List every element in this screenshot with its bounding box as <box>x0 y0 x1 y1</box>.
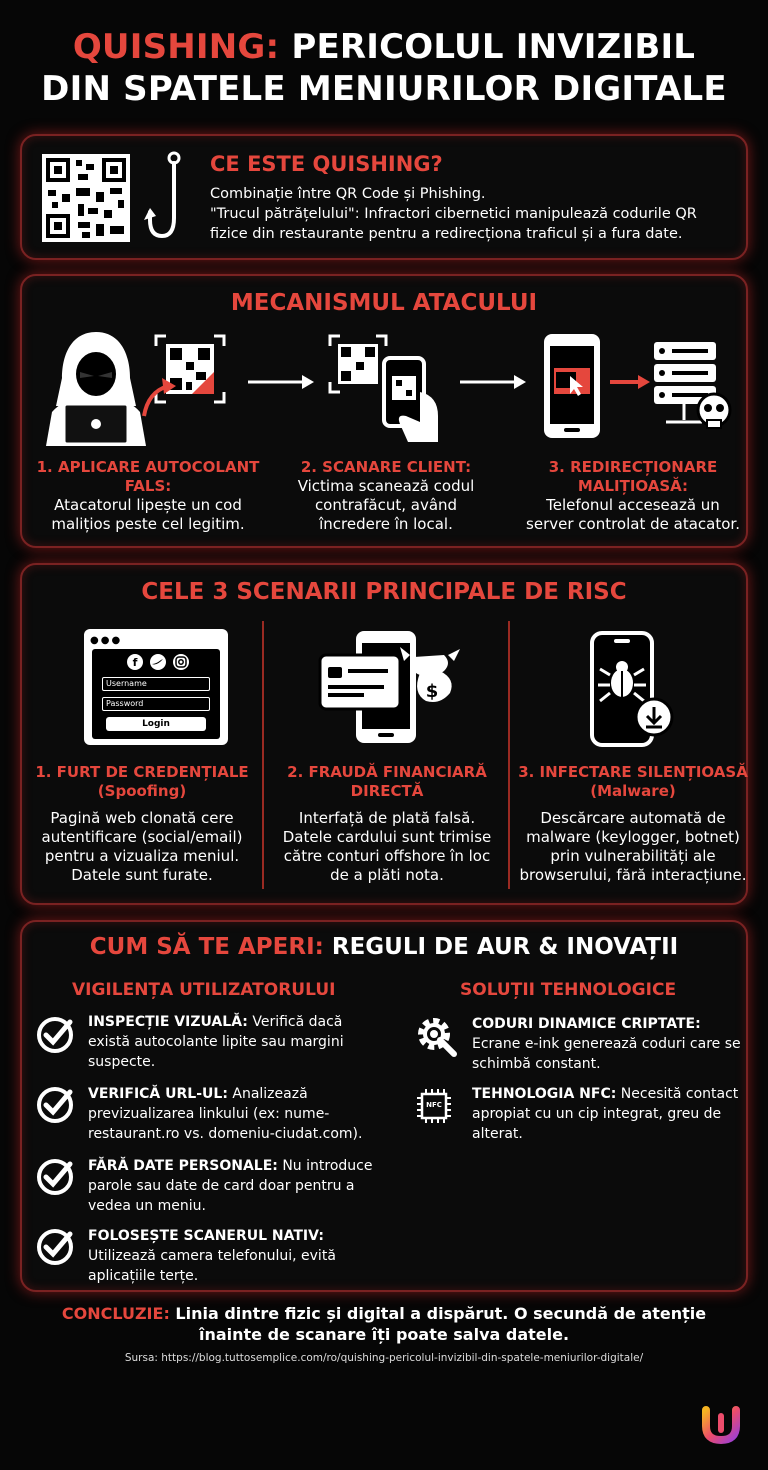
hacker-icon <box>42 328 150 446</box>
tech-item-2-text: Necesită contact apropiat cu un cip integrat, greu de alterat. <box>472 1086 739 1142</box>
check-icon <box>36 1158 74 1196</box>
divider <box>508 621 510 889</box>
nfc-chip-label: NFC <box>426 1101 442 1109</box>
step-2-title: 2. SCANARE CLIENT: <box>300 458 472 476</box>
arrow-right-icon <box>248 374 314 390</box>
user-item-4-title: FOLOSEȘTE SCANERUL NATIV: <box>88 1228 324 1244</box>
login-button: Login <box>106 717 206 731</box>
title-highlight: QUISHING: <box>72 27 280 67</box>
phone-malicious-site-icon <box>542 332 602 440</box>
user-item-4 <box>88 1226 388 1286</box>
scenario-3-text: Descărcare automată de malware (keylogger, botnet) prin vulnerabilități ale browserului, fără interacțiune. <box>519 809 747 884</box>
conclusion-text: Linia dintre fizic și digital a dispărut. O secundă de atenție înainte de scanare îți poate salva datele. <box>175 1304 707 1344</box>
title-line2: DIN SPATELE MENIURILOR DIGITALE <box>41 69 727 109</box>
login-form <box>92 649 220 739</box>
fish-hook-icon <box>144 150 190 246</box>
what-heading: CE ESTE QUISHING? <box>210 152 443 176</box>
tech-item-1 <box>472 1014 742 1074</box>
step-1 <box>30 458 266 534</box>
user-item-3 <box>88 1156 388 1216</box>
what-is-panel <box>20 134 748 260</box>
scenario-1-title: 1. FURT DE CREDENȚIALE (Spoofing) <box>35 763 249 800</box>
step-2-text: Victima scanează codul contrafăcut, având încredere în local. <box>297 477 475 533</box>
conclusion <box>40 1303 728 1345</box>
source-text: Sursa: https://blog.tuttosemplice.com/ro/quishing-pericolul-invizibil-din-spatele-meniurilor-digitale/ <box>124 1352 644 1364</box>
user-item-4-text: Utilizează camera telefonului, evită aplicațiile terțe. <box>88 1248 336 1284</box>
what-description <box>210 184 735 244</box>
step-1-text: Atacatorul lipește un cod malițios peste cel legitim. <box>51 496 245 533</box>
step-3 <box>522 458 744 534</box>
conclusion-label: CONCLUZIE: <box>61 1304 170 1323</box>
scenario-2-title: 2. FRAUDĂ FINANCIARĂ DIRECTĂ <box>287 763 487 800</box>
svg-text:$: $ <box>425 681 439 702</box>
phone-scan-icon <box>326 332 446 444</box>
brand-logo-icon <box>700 1404 742 1444</box>
fake-login-page-icon <box>84 629 228 745</box>
user-item-1-text: Verifică dacă există autocolante lipite sau margini suspecte. <box>88 1014 344 1070</box>
what-line2: "Trucul pătrățelului": Infractori cibernetici manipulează codurile QR fizice din restaurante pentru a redirecționa traficul și a fura date. <box>210 206 697 242</box>
red-arrow-icon <box>610 374 650 390</box>
username-field: Username <box>102 677 210 691</box>
scenarios-panel <box>20 563 748 905</box>
user-item-2 <box>88 1084 398 1144</box>
title-line1: PERICOLUL INVIZIBIL <box>291 27 696 67</box>
scenario-3-title: 3. INFECTARE SILENȚIOASĂ (Malware) <box>518 763 748 800</box>
arrow-right-icon-2 <box>460 374 526 390</box>
user-item-2-title: VERIFICĂ URL-UL: <box>88 1086 228 1102</box>
browser-dots-icon: ●●● <box>90 635 123 646</box>
scenario-2-text: Interfață de plată falsă. Datele cardului sunt trimise către conturi offshore în loc de a plăti nota. <box>282 809 492 884</box>
mechanism-panel <box>20 274 748 548</box>
defense-panel <box>20 920 748 1292</box>
tech-item-2 <box>472 1084 742 1144</box>
scenario-2 <box>274 763 500 885</box>
card-payment-icon <box>316 627 460 747</box>
defense-heading-white: REGULI DE AUR & INOVAȚII <box>331 934 679 960</box>
step-1-title: 1. APLICARE AUTOCOLANT FALS: <box>36 458 260 495</box>
phone-malware-icon <box>588 631 678 747</box>
svg-text:f: f <box>132 656 138 669</box>
page-title <box>0 26 768 110</box>
user-vigilance-heading: VIGILENȚA UTILIZATORULUI <box>72 980 336 1000</box>
nfc-chip-icon <box>416 1088 452 1124</box>
check-icon <box>36 1016 74 1054</box>
password-field: Password <box>102 697 210 711</box>
check-icon <box>36 1086 74 1124</box>
user-item-3-title: FĂRĂ DATE PERSONALE: <box>88 1158 278 1174</box>
step-2 <box>278 458 494 534</box>
server-skull-icon <box>652 340 734 432</box>
step-3-text: Telefonul accesează un server controlat de atacator. <box>526 496 740 533</box>
user-item-1 <box>88 1012 388 1072</box>
user-item-2-text: Analizează previzualizarea linkului (ex: nume-restaurant.ro vs. domeniu-ciudat.com). <box>88 1086 363 1142</box>
tech-item-2-title: TEHNOLOGIA NFC: <box>472 1086 617 1102</box>
scenario-1-text: Pagină web clonată cere autentificare (social/email) pentru a vizualiza meniul. Datele sunt furate. <box>41 809 243 884</box>
defense-heading <box>22 934 746 960</box>
tech-item-1-title: CODURI DINAMICE CRIPTATE: <box>472 1016 701 1032</box>
user-item-1-title: INSPECȚIE VIZUALĂ: <box>88 1014 248 1030</box>
tech-solutions-heading: SOLUȚII TEHNOLOGICE <box>460 980 677 1000</box>
tech-item-1-text: Ecrane e-ink generează coduri care se schimbă constant. <box>472 1036 741 1072</box>
user-item-3-text: Nu introduce parole sau date de card doar pentru a vedea un meniu. <box>88 1158 373 1214</box>
defense-heading-red: CUM SĂ TE APERI: <box>89 934 324 960</box>
social-icons <box>126 653 190 671</box>
scenarios-heading: CELE 3 SCENARII PRINCIPALE DE RISC <box>141 579 627 605</box>
scenario-3 <box>516 763 750 885</box>
step-3-title: 3. REDIRECȚIONARE MALIȚIOASĂ: <box>548 458 718 495</box>
gear-wrench-icon <box>414 1014 458 1058</box>
what-line1: Combinație între QR Code și Phishing. <box>210 186 486 202</box>
scenario-1 <box>32 763 252 885</box>
divider <box>262 621 264 889</box>
curved-arrow-icon <box>138 376 178 420</box>
check-icon <box>36 1228 74 1266</box>
qr-code-icon <box>42 154 130 242</box>
mechanism-heading: MECANISMUL ATACULUI <box>230 290 538 316</box>
